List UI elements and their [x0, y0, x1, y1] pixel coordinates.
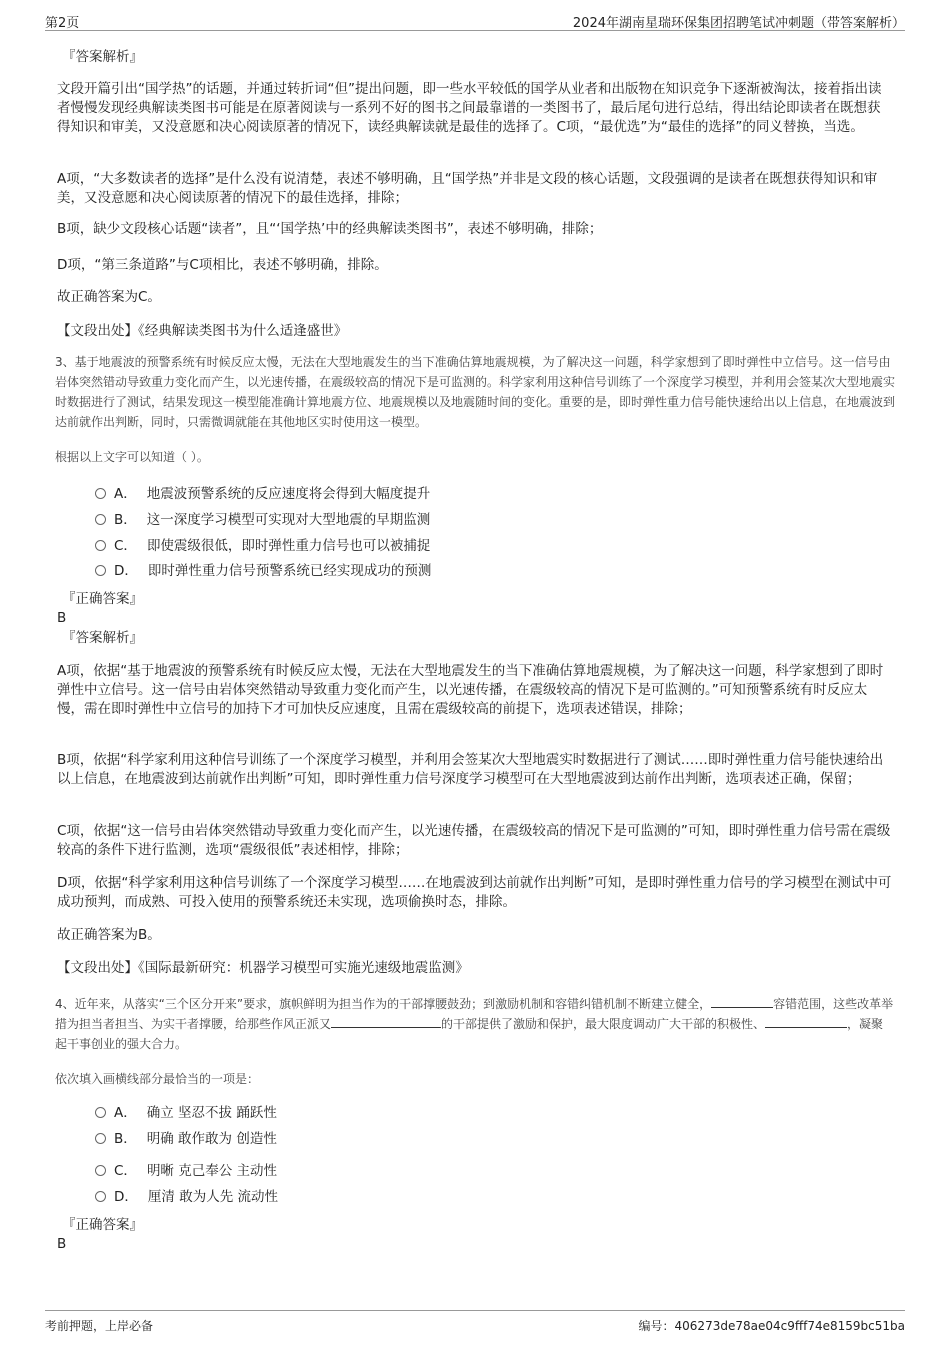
- analysis-option-d: D项，“第三条道路”与C项相比，表述不够明确，排除。: [57, 257, 388, 273]
- analysis-option-a: A项，依据“基于地震波的预警系统有时候反应太慢，无法在大型地震发生的当下准确估算地震规模，为了解决这一问题，科学家想到了即时弹性中立信号。这一信号由岩体突然错动导致重力变化而产生，以光速传播，在震级较高的情况下是可监测的。”可知预警系统有时反应太慢，需在即时弹性中立信号的加持下才可加快反应速度，且需在震级较高的前提下，选项表述错误，排除；: [57, 663, 884, 717]
- fill-blank-1: [711, 995, 773, 1008]
- analysis-option-b: B项，缺少文段核心话题“读者”，且“‘国学热’中的经典解读类图书”，表述不够明确，排除；: [57, 221, 603, 237]
- analysis-label: 『答案解析』: [62, 630, 143, 646]
- footer-slogan: 考前押题，上岸必备: [45, 1319, 154, 1333]
- page-header: [45, 10, 905, 31]
- option-d[interactable]: D． 即时弹性重力信号预警系统已经实现成功的预测: [95, 561, 431, 581]
- fill-blank-2: [331, 1015, 441, 1028]
- radio-button-icon[interactable]: [95, 488, 106, 499]
- correct-answer-conclusion: 故正确答案为B。: [57, 927, 161, 943]
- correct-answer-value: B: [57, 1236, 67, 1252]
- page-number: 第2页: [45, 16, 80, 31]
- option-a[interactable]: A． 确立 坚忍不拔 踊跃性: [95, 1103, 277, 1123]
- correct-answer-label: 『正确答案』: [62, 1217, 143, 1233]
- fill-blank-3: [765, 1015, 847, 1028]
- analysis-option-c: C项，依据“这一信号由岩体突然错动导致重力变化而产生，以光速传播，在震级较高的情况下是可监测的”可知，即时弹性重力信号需在震级较高的条件下进行监测，选项“震级很低”表述相悖，排除；: [57, 823, 891, 858]
- correct-answer-value: B: [57, 610, 67, 626]
- question-4-prompt: 依次填入画横线部分最恰当的一项是：: [55, 1072, 260, 1086]
- page-footer: [45, 1310, 905, 1341]
- radio-button-icon[interactable]: [95, 1165, 106, 1176]
- question-3-prompt: 根据以上文字可以知道（ ）。: [55, 450, 209, 464]
- option-c[interactable]: C． 明晰 克己奉公 主动性: [95, 1161, 277, 1181]
- question-4-stem: 4、近年来，从落实“三个区分开来”要求，旗帜鲜明为担当作为的干部撑腰鼓劲；到激励机制和容错纠错机制不断建立健全， 容错范围，这些改革举措为担当者担当、为实干者撑腰，给那些作风正派又 的干部提供了激励和保护，最大限度调动广大干部的积极性、 ，凝聚起干事创业的强大合力。: [55, 997, 894, 1051]
- analysis-option-d: D项，依据“科学家利用这种信号训练了一个深度学习模型……在地震波到达前就作出判断”可知，是即时弹性重力信号的学习模型在测试中可成功预判，而成熟、可投入使用的预警系统还未实现，选项偷换时态，排除。: [57, 875, 892, 910]
- radio-button-icon[interactable]: [95, 540, 106, 551]
- option-b[interactable]: B． 明确 敢作敢为 创造性: [95, 1129, 277, 1149]
- analysis-label: 『答案解析』: [62, 49, 143, 65]
- radio-button-icon[interactable]: [95, 514, 106, 525]
- source-citation: 【文段出处】《国际最新研究：机器学习模型可实施光速级地震监测》: [57, 960, 469, 976]
- option-d[interactable]: D． 厘清 敢为人先 流动性: [95, 1187, 278, 1207]
- radio-button-icon[interactable]: [95, 1191, 106, 1202]
- correct-answer-conclusion: 故正确答案为C。: [57, 289, 161, 305]
- correct-answer-label: 『正确答案』: [62, 591, 143, 607]
- option-a[interactable]: A． 地震波预警系统的反应速度将会得到大幅度提升: [95, 484, 430, 504]
- radio-button-icon[interactable]: [95, 1107, 106, 1118]
- question-3-stem: 3、基于地震波的预警系统有时候反应太慢，无法在大型地震发生的当下准确估算地震规模，为了解决这一问题，科学家想到了即时弹性中立信号。这一信号由岩体突然错动导致重力变化而产生，以光速传播，在震级较高的情况下是可监测的。科学家利用这种信号训练了一个深度学习模型，并利用会签某次大型地震实时数据进行了测试，结果发现这一模型能准确计算地震方位、地震规模以及地震随时间的变化。重要的是，即时弹性重力信号能快速给出以上信息，在地震波到达前就作出判断，同时，只需微调就能在其他地区实时使用这一模型。: [55, 355, 896, 429]
- analysis-option-a: A项，“大多数读者的选择”是什么没有说清楚，表述不够明确，且“国学热”并非是文段的核心话题，文段强调的是读者在既想获得知识和审美，又没意愿和决心阅读原著的情况下的最佳选择，排除；: [57, 171, 878, 206]
- analysis-main-paragraph: 文段开篇引出“国学热”的话题，并通过转折词“但”提出问题，即一些水平较低的国学从业者和出版物在知识竞争下逐渐被淘汰，接着指出读者慢慢发现经典解读类图书可能是在原著阅读与一系列不好的图书之间最靠谱的一类图书了，最后尾句进行总结，得出结论即读者在既想获得知识和审美，又没意愿和决心阅读原著的情况下，读经典解读就是最佳的选择了。C项，“最优选”为“最佳的选择”的同义替换，当选。: [57, 81, 882, 135]
- option-c[interactable]: C． 即使震级很低，即时弹性重力信号也可以被捕捉: [95, 536, 430, 556]
- radio-button-icon[interactable]: [95, 565, 106, 576]
- source-citation: 【文段出处】《经典解读类图书为什么适逢盛世》: [57, 323, 348, 339]
- document-id: 编号：406273de78ae04c9fff74e8159bc51ba: [638, 1319, 905, 1333]
- analysis-option-b: B项，依据“科学家利用这种信号训练了一个深度学习模型，并利用会签某次大型地震实时数据进行了测试……即时弹性重力信号能快速给出以上信息，在地震波到达前就作出判断”可知，即时弹性重力信号深度学习模型可在大型地震波到达前作出判断，选项表述正确，保留；: [57, 752, 884, 787]
- document-title: 2024年湖南星瑞环保集团招聘笔试冲刺题（带答案解析）: [572, 16, 905, 31]
- radio-button-icon[interactable]: [95, 1133, 106, 1144]
- option-b[interactable]: B． 这一深度学习模型可实现对大型地震的早期监测: [95, 510, 430, 530]
